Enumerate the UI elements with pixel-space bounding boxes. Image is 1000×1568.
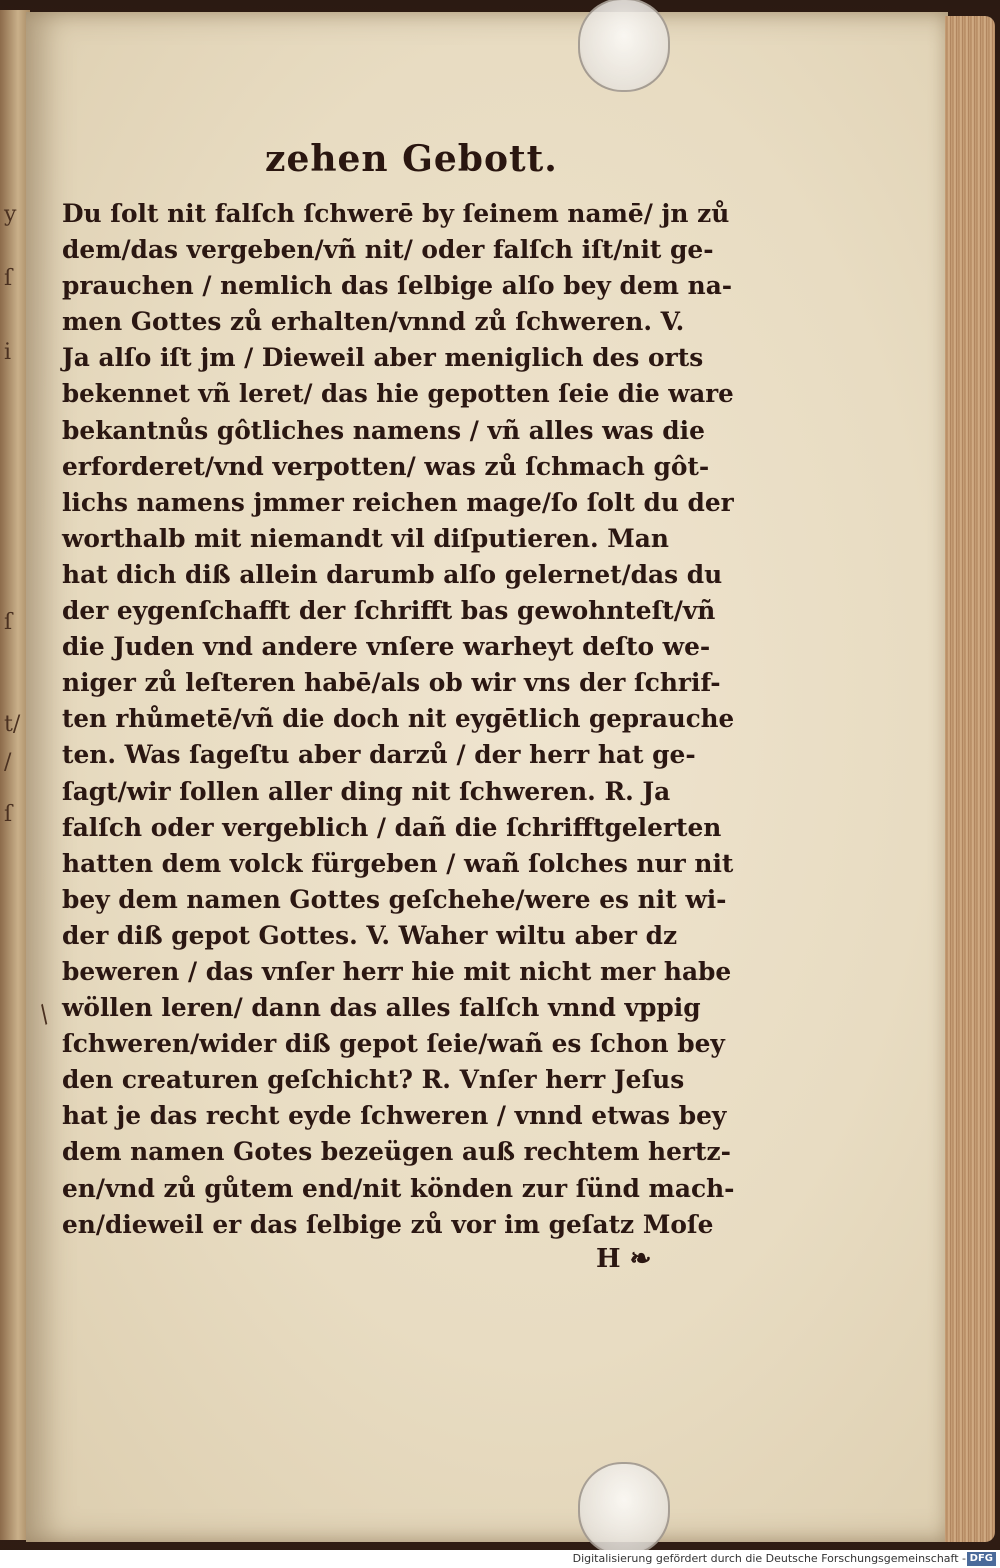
prev-page-fragment: / xyxy=(4,750,12,775)
text-line: Du ſolt nit falſch ſchwerē by ſeinem namē/ jn zů xyxy=(62,199,730,228)
text-line: dem/das vergeben/vñ nit/ oder falſch iſt/nit ge- xyxy=(62,235,714,265)
page-clip-bottom xyxy=(578,1462,670,1556)
page-edges xyxy=(945,16,995,1542)
text-line: wöllen leren/ dann das alles falſch vnnd vppig xyxy=(62,993,701,1023)
text-line: bekantnůs gôtliches namens / vñ alles was die xyxy=(62,415,705,445)
text-line: prauchen / nemlich das ſelbige alſo bey dem na- xyxy=(62,271,733,301)
page-clip-top xyxy=(578,0,670,92)
running-head: zehen Gebott. xyxy=(265,138,558,180)
text-line: hatten dem volck fürgeben / wañ ſolches nur nit xyxy=(62,848,734,878)
prev-page-fragment: ſ xyxy=(4,610,13,635)
digitization-credit: Digitalisierung gefördert durch die Deutsche Forschungsgemeinschaft - xyxy=(572,1552,966,1565)
text-line: der eygenſchafft der ſchrifft bas gewohnteſt/vñ xyxy=(62,596,716,626)
prev-page-fragment: ſ xyxy=(4,802,13,827)
text-line: Ja alſo iſt jm / Dieweil aber meniglich des orts xyxy=(62,343,704,373)
text-line: bey dem namen Gottes geſchehe/were es nit wi- xyxy=(62,884,727,914)
text-line: bekennet vñ leret/ das hie gepotten ſeie die ware xyxy=(62,379,734,409)
text-line: men Gottes zů erhalten/vnnd zů ſchweren. V. xyxy=(62,307,685,337)
prev-page-fragment: t/ xyxy=(4,712,21,737)
text-line: niger zů leſteren habē/als ob wir vns der ſchrif- xyxy=(62,668,721,698)
text-line: ten. Was ſageſtu aber darzů / der herr hat ge- xyxy=(62,740,696,770)
text-line: der diß gepot Gottes. V. Waher wiltu aber dz xyxy=(62,920,678,950)
text-line: ten rhůmetē/vñ die doch nit eygētlich geprauche xyxy=(62,704,735,734)
text-line: en/dieweil er das ſelbige zů vor im geſatz Moſe xyxy=(62,1209,714,1239)
text-line: hat je das recht eyde ſchweren / vnnd etwas bey xyxy=(62,1101,727,1131)
text-line: hat dich diß allein darumb alſo gelernet/das du xyxy=(62,559,723,589)
prev-page-fragment: y xyxy=(4,202,17,227)
prev-page-fragment: ſ xyxy=(4,266,13,291)
text-line: worthalb mit niemandt vil diſputieren. Man xyxy=(62,523,669,553)
margin-mark: / xyxy=(33,999,55,1029)
text-line: en/vnd zů gůtem end/nit könden zur ſünd mach- xyxy=(62,1173,735,1203)
text-line: den creaturen geſchicht? R. Vnſer herr Jeſus xyxy=(62,1065,685,1095)
prev-page-fragment: i xyxy=(4,340,12,365)
page-body-text xyxy=(62,196,738,1243)
text-line: beweren / das vnſer herr hie mit nicht mer habe xyxy=(62,956,732,986)
text-line: erforderet/vnd verpotten/ was zů ſchmach gôt- xyxy=(62,451,710,481)
text-line: falſch oder vergeblich / dañ die ſchrifftgelerten xyxy=(62,812,722,842)
text-line: lichs namens jmmer reichen mage/ſo ſolt du der xyxy=(62,487,734,517)
dfg-logo: DFG xyxy=(967,1552,996,1566)
text-line: ſagt/wir ſollen aller ding nit ſchweren. R. Ja xyxy=(62,776,671,806)
text-line: dem namen Gotes bezeügen auß rechtem hertz- xyxy=(62,1137,731,1167)
text-line: ſchweren/wider diß gepot ſeie/wañ es ſchon bey xyxy=(62,1029,725,1059)
signature-mark: H ❧ xyxy=(596,1244,652,1274)
text-line: die Juden vnd andere vnſere warheyt deſto we- xyxy=(62,632,711,662)
